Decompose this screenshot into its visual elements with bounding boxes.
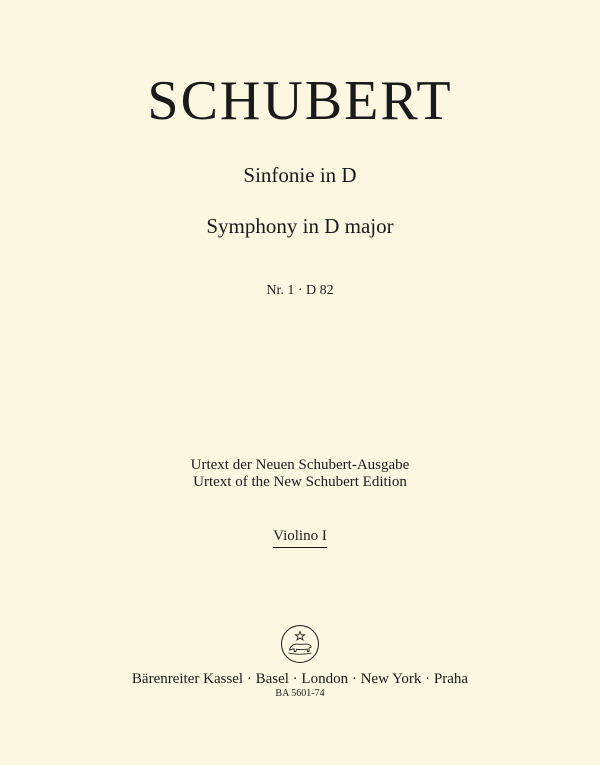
urtext-line-english: Urtext of the New Schubert Edition xyxy=(193,474,407,490)
title-german: Sinfonie in D xyxy=(243,163,357,187)
part-name: Violino I xyxy=(273,527,327,548)
part-label-container xyxy=(0,527,600,548)
publisher-line: Bärenreiter Kassel · Basel · London · New York · Praha xyxy=(131,671,469,687)
baerenreiter-logo-icon xyxy=(280,624,320,664)
title-english: Symphony in D major xyxy=(206,214,394,238)
composer-name: SCHUBERT xyxy=(147,70,453,132)
catalog-number: Nr. 1 · D 82 xyxy=(266,283,334,298)
urtext-line-german: Urtext der Neuen Schubert-Ausgabe xyxy=(190,457,410,473)
order-number: BA 5601-74 xyxy=(275,688,325,699)
